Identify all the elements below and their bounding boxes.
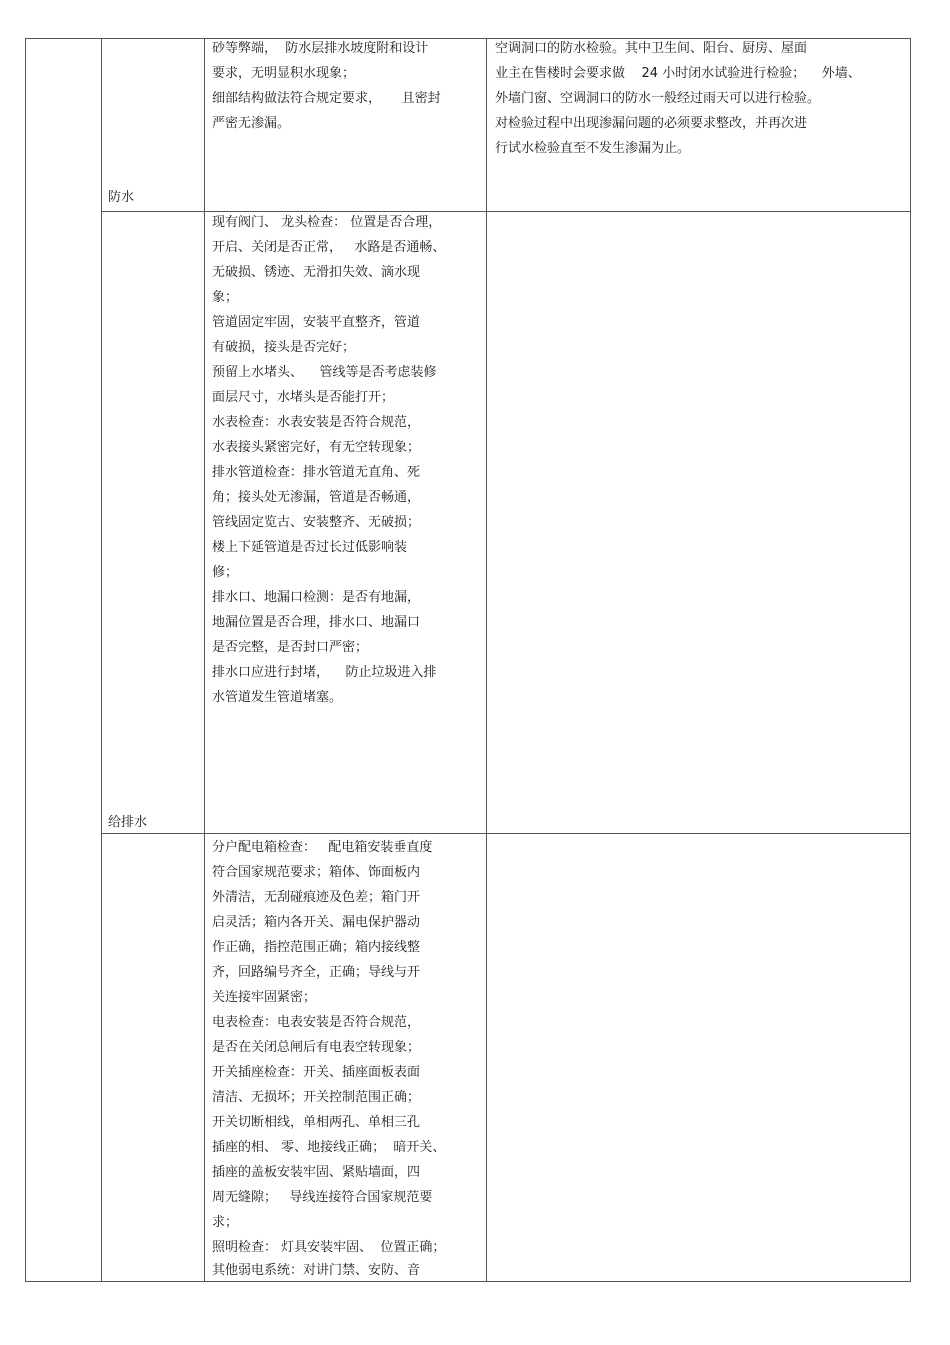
requirement-line: 管道固定牢固，安装平直整齐，管道 xyxy=(212,315,421,330)
requirement-line: 管线固定览古、安装整齐、无破损； xyxy=(212,515,421,530)
table-bottom-border xyxy=(25,1281,911,1282)
requirement-line: 楼上下延管道是否过长过低影响装 xyxy=(212,540,408,555)
requirement-line: 照明检查： 灯具安装牢固、 位置正确； xyxy=(212,1240,446,1255)
note-line: 业主在售楼时会要求做 24 小时闭水试验进行检验； 外墙、 xyxy=(495,66,861,81)
requirement-line: 符合国家规范要求；箱体、饰面板内 xyxy=(212,865,421,880)
requirement-line: 插座的盖板安装牢固、紧贴墙面，四 xyxy=(212,1165,421,1180)
requirement-line: 无破损、锈迹、无滑扣失效、滴水现 xyxy=(212,265,421,280)
requirement-line: 周无缝隙； 导线连接符合国家规范要 xyxy=(212,1190,433,1205)
note-line: 外墙门窗、空调洞口的防水一般经过雨天可以进行检验。 xyxy=(495,91,821,106)
requirement-line: 齐，回路编号齐全，正确；导线与开 xyxy=(212,965,421,980)
requirement-line: 分户配电箱检查： 配电箱安装垂直度 xyxy=(212,840,433,855)
requirement-line: 有破损，接头是否完好； xyxy=(212,340,356,355)
note-line: 空调洞口的防水检验。其中卫生间、阳台、厨房、屋面 xyxy=(495,41,808,56)
category-waterproofing: 防水 xyxy=(108,190,135,205)
note-line: 行试水检验直至不发生渗漏为止。 xyxy=(495,141,691,156)
requirement-line: 排水管道检查：排水管道无直角、死 xyxy=(212,465,421,480)
requirement-line: 象； xyxy=(212,290,239,305)
requirement-line: 水管道发生管道堵塞。 xyxy=(212,690,343,705)
table-left-border xyxy=(25,38,26,1282)
requirement-line: 细部结构做法符合规定要求， 且密封 xyxy=(212,91,441,106)
requirement-line: 关连接牢固紧密； xyxy=(212,990,317,1005)
note-line: 对检验过程中出现渗漏问题的必须要求整改，并再次进 xyxy=(495,116,808,131)
requirement-line: 开启、关闭是否正常， 水路是否通畅、 xyxy=(212,240,446,255)
requirement-line: 开关切断相线，单相两孔、单相三孔 xyxy=(212,1115,421,1130)
requirement-line: 要求，无明显积水现象； xyxy=(212,66,356,81)
requirement-line: 排水口应进行封堵， 防止垃圾进入排 xyxy=(212,665,437,680)
requirement-line: 现有阀门、 龙头检查： 位置是否合理， xyxy=(212,215,442,230)
requirement-line: 启灵活；箱内各开关、漏电保护器动 xyxy=(212,915,421,930)
column-divider-notes xyxy=(486,38,487,1282)
requirement-line: 水表检查：水表安装是否符合规范， xyxy=(212,415,421,430)
category-plumbing: 给排水 xyxy=(108,815,148,830)
requirement-line: 砂等弊端， 防水层排水坡度附和设计 xyxy=(212,41,429,56)
requirement-line: 其他弱电系统：对讲门禁、安防、音 xyxy=(212,1263,421,1278)
requirement-line: 开关插座检查：开关、插座面板表面 xyxy=(212,1065,421,1080)
requirement-line: 插座的相、 零、地接线正确； 暗开关、 xyxy=(212,1140,446,1155)
requirement-line: 作正确，指控范围正确；箱内接线整 xyxy=(212,940,421,955)
column-divider-category xyxy=(101,38,102,1282)
requirement-line: 电表检查：电表安装是否符合规范， xyxy=(212,1015,421,1030)
requirement-line: 面层尺寸，水堵头是否能打开； xyxy=(212,390,395,405)
table-right-border xyxy=(910,38,911,1282)
requirement-line: 清洁、无损坏；开关控制范围正确； xyxy=(212,1090,421,1105)
requirement-line: 排水口、地漏口检测：是否有地漏， xyxy=(212,590,421,605)
requirement-line: 严密无渗漏。 xyxy=(212,116,291,131)
requirement-line: 水表接头紧密完好，有无空转现象； xyxy=(212,440,421,455)
requirement-line: 是否完整，是否封口严密； xyxy=(212,640,369,655)
requirement-line: 求； xyxy=(212,1215,239,1230)
requirement-line: 外清洁，无刮碰痕迹及色差；箱门开 xyxy=(212,890,421,905)
row-divider-2 xyxy=(101,833,911,834)
requirement-line: 是否在关闭总闸后有电表空转现象； xyxy=(212,1040,421,1055)
requirement-line: 预留上水堵头、 管线等是否考虑装修 xyxy=(212,365,437,380)
requirement-line: 角；接头处无渗漏，管道是否畅通， xyxy=(212,490,421,505)
requirement-line: 修； xyxy=(212,565,239,580)
requirement-line: 地漏位置是否合理，排水口、地漏口 xyxy=(212,615,421,630)
column-divider-requirements xyxy=(204,38,205,1282)
